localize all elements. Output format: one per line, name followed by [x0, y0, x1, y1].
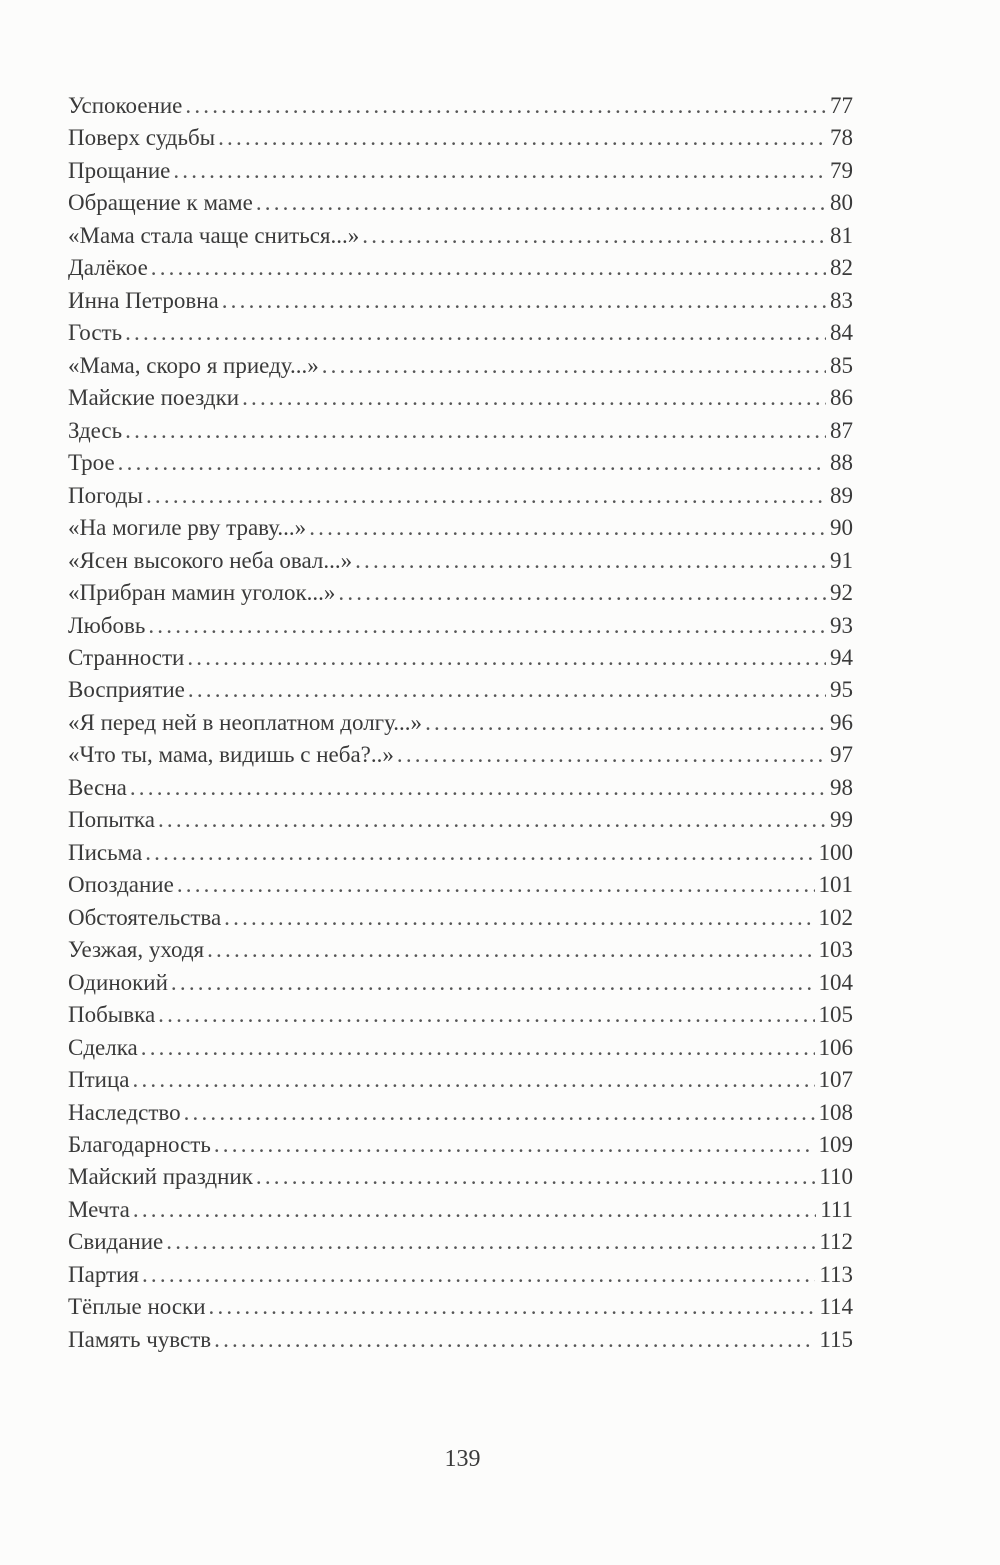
toc-entry-title: Партия: [68, 1261, 139, 1287]
dot-leader: [146, 480, 826, 512]
dot-leader: [207, 934, 814, 966]
toc-entry: [68, 1032, 853, 1064]
toc-entry-page: 83: [830, 287, 853, 313]
toc-entry-title: Майский праздник: [68, 1164, 253, 1190]
toc-entry-title: Память чувств: [68, 1326, 212, 1352]
toc-entry: [68, 155, 853, 187]
toc-entry-page: 114: [819, 1294, 853, 1320]
toc-entry-title: Побывка: [68, 1002, 156, 1028]
toc-entry-page: 108: [818, 1099, 853, 1125]
dot-leader: [188, 674, 826, 706]
toc-entry-page: 106: [818, 1034, 853, 1060]
toc-entry-page: 102: [818, 904, 853, 930]
toc-entry-title: Обращение к маме: [68, 190, 253, 216]
toc-entry-page: 109: [818, 1132, 853, 1157]
toc-entry: [68, 1064, 853, 1096]
toc-entry-page: 91: [830, 547, 853, 573]
dot-leader: [242, 382, 826, 414]
toc-entry-page: 78: [830, 125, 853, 151]
toc-entry: [68, 512, 853, 544]
dot-leader: [224, 902, 814, 934]
toc-entry-page: 107: [818, 1067, 853, 1093]
toc-entry-page: 111: [820, 1196, 853, 1222]
toc-entry: [68, 610, 853, 642]
toc-entry-page: 81: [830, 222, 853, 248]
dot-leader: [185, 90, 826, 122]
toc-entry-page: 89: [830, 482, 853, 508]
toc-entry-title: Гость: [68, 320, 123, 346]
toc-entry-title: Здесь: [68, 417, 123, 443]
toc-entry-page: 103: [818, 937, 853, 963]
dot-leader: [142, 1259, 815, 1291]
toc-entry: [68, 285, 853, 317]
toc-entry-page: 88: [830, 450, 853, 476]
toc-entry-page: 80: [830, 190, 853, 216]
toc-entry: [68, 220, 853, 252]
dot-leader: [145, 837, 814, 869]
toc-entry-title: «Мама, скоро я приеду...»: [68, 352, 319, 378]
toc-entry-title: Трое: [68, 450, 115, 476]
toc-entry: [68, 252, 853, 284]
toc-entry-title: Мечта: [68, 1196, 130, 1222]
toc-entry-title: Погоды: [68, 482, 143, 508]
toc-entry-title: Майские поездки: [68, 385, 240, 411]
dot-leader: [214, 1324, 815, 1356]
toc-entry-title: Прощание: [68, 157, 171, 183]
toc-entry-page: 95: [830, 677, 853, 703]
toc-entry: [68, 674, 853, 706]
toc-entry-page: 86: [830, 385, 853, 411]
dot-leader: [256, 187, 826, 219]
toc-entry-page: 96: [830, 709, 853, 735]
toc-entry-page: 94: [830, 644, 853, 670]
toc-entry-title: Инна Петровна: [68, 287, 219, 313]
dot-leader: [158, 804, 826, 836]
dot-leader: [141, 1032, 815, 1064]
dot-leader: [425, 707, 826, 739]
toc-entry: [68, 350, 853, 382]
dot-leader: [173, 155, 826, 187]
table-of-contents: [68, 90, 853, 1356]
toc-entry-page: 110: [819, 1164, 853, 1190]
toc-entry-page: 77: [830, 93, 853, 118]
toc-entry-title: Тёплые носки: [68, 1294, 206, 1320]
toc-entry-title: «Ясен высокого неба овал...»: [68, 547, 353, 573]
dot-leader: [148, 610, 826, 642]
dot-leader: [158, 999, 814, 1031]
toc-entry-page: 105: [818, 1002, 853, 1028]
toc-entry-page: 82: [830, 255, 853, 281]
dot-leader: [125, 415, 826, 447]
toc-entry-page: 85: [830, 352, 853, 378]
toc-entry-title: Опоздание: [68, 872, 174, 898]
dot-leader: [177, 869, 815, 901]
toc-entry: [68, 1324, 853, 1356]
toc-entry-title: Далёкое: [68, 255, 148, 281]
toc-entry-page: 93: [830, 612, 853, 638]
toc-entry-page: 100: [818, 839, 853, 865]
toc-entry: [68, 869, 853, 901]
dot-leader: [133, 1064, 815, 1096]
dot-leader: [355, 545, 826, 577]
toc-entry-title: Уезжая, уходя: [68, 937, 205, 963]
toc-entry-page: 87: [830, 417, 853, 443]
dot-leader: [125, 317, 826, 349]
dot-leader: [130, 772, 826, 804]
toc-entry-title: Письма: [68, 839, 143, 865]
toc-entry: [68, 804, 853, 836]
toc-entry-title: «На могиле рву траву...»: [68, 515, 307, 541]
toc-entry: [68, 90, 853, 122]
dot-leader: [362, 220, 826, 252]
toc-entry-page: 104: [818, 969, 853, 995]
toc-entry-title: Обстоятельства: [68, 904, 222, 930]
toc-entry: [68, 934, 853, 966]
toc-entry: [68, 415, 853, 447]
dot-leader: [133, 1194, 816, 1226]
toc-entry-title: Восприятие: [68, 677, 185, 703]
toc-entry: [68, 1129, 853, 1161]
dot-leader: [184, 1097, 815, 1129]
toc-entry-title: Благодарность: [68, 1132, 211, 1157]
toc-entry-title: Весна: [68, 774, 127, 800]
toc-entry-page: 97: [830, 742, 853, 768]
dot-leader: [397, 739, 826, 771]
toc-entry: [68, 1259, 853, 1291]
dot-leader: [322, 350, 826, 382]
toc-entry: [68, 772, 853, 804]
toc-entry-page: 98: [830, 774, 853, 800]
toc-entry: [68, 837, 853, 869]
dot-leader: [338, 577, 826, 609]
toc-entry-title: Наследство: [68, 1099, 181, 1125]
toc-entry-page: 112: [819, 1229, 853, 1255]
toc-entry: [68, 967, 853, 999]
toc-entry-title: Свидание: [68, 1229, 164, 1255]
toc-entry: [68, 122, 853, 154]
dot-leader: [309, 512, 826, 544]
dot-leader: [222, 285, 826, 317]
toc-entry: [68, 480, 853, 512]
toc-entry-title: «Прибран мамин уголок...»: [68, 580, 336, 606]
dot-leader: [166, 1226, 815, 1258]
toc-entry-title: «Мама стала чаще сниться...»: [68, 222, 360, 248]
toc-entry: [68, 739, 853, 771]
toc-entry-page: 90: [830, 515, 853, 541]
toc-entry: [68, 1194, 853, 1226]
dot-leader: [218, 122, 826, 154]
toc-entry: [68, 902, 853, 934]
toc-entry-page: 113: [819, 1261, 853, 1287]
toc-entry: [68, 642, 853, 674]
dot-leader: [209, 1291, 816, 1323]
toc-entry-title: «Я перед ней в неоплатном долгу...»: [68, 709, 423, 735]
dot-leader: [151, 252, 826, 284]
toc-entry-page: 79: [830, 157, 853, 183]
toc-entry-title: Одинокий: [68, 969, 168, 995]
toc-entry-page: 92: [830, 580, 853, 606]
toc-entry-title: Поверх судьбы: [68, 125, 216, 151]
toc-entry: [68, 1097, 853, 1129]
toc-entry-page: 84: [830, 320, 853, 346]
dot-leader: [118, 447, 826, 479]
toc-entry: [68, 447, 853, 479]
toc-entry: [68, 999, 853, 1031]
toc-entry-title: Сделка: [68, 1034, 138, 1060]
toc-entry-title: «Что ты, мама, видишь с неба?..»: [68, 742, 394, 768]
dot-leader: [214, 1129, 815, 1161]
toc-entry: [68, 707, 853, 739]
toc-entry: [68, 577, 853, 609]
toc-entry-title: Птица: [68, 1067, 130, 1093]
page-number: 139: [444, 1446, 481, 1472]
toc-entry: [68, 382, 853, 414]
toc-entry-page: 99: [830, 807, 853, 833]
toc-entry-title: Любовь: [68, 612, 146, 638]
toc-entry: [68, 317, 853, 349]
dot-leader: [187, 642, 826, 674]
toc-entry: [68, 545, 853, 577]
toc-entry: [68, 187, 853, 219]
toc-entry-title: Успокоение: [68, 93, 183, 118]
toc-entry: [68, 1161, 853, 1193]
toc-entry-title: Попытка: [68, 807, 155, 833]
toc-entry: [68, 1226, 853, 1258]
dot-leader: [256, 1161, 815, 1193]
toc-entry: [68, 1291, 853, 1323]
dot-leader: [171, 967, 815, 999]
toc-entry-page: 115: [819, 1326, 853, 1352]
toc-entry-page: 101: [818, 872, 853, 898]
toc-entry-title: Странности: [68, 644, 185, 670]
